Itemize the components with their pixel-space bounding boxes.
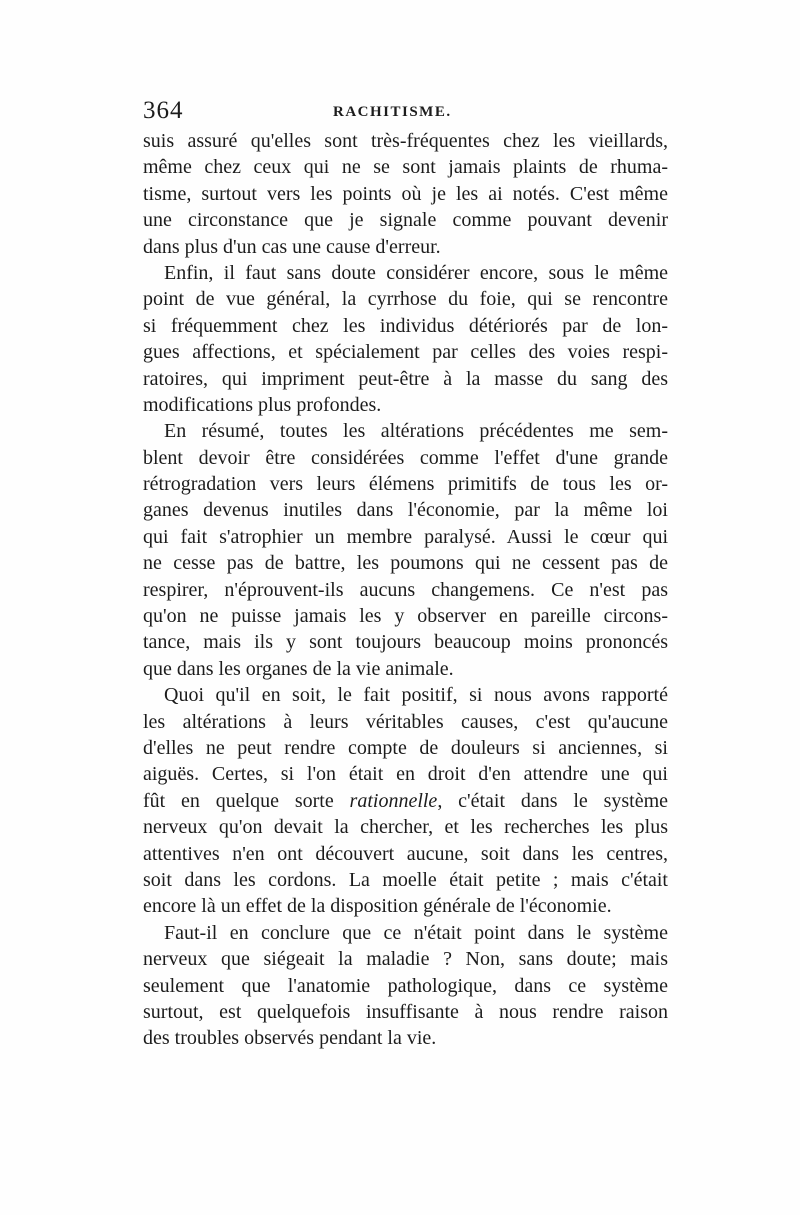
text-line: respirer, n'éprouvent-ils aucuns changemens. Ce n'est pas [143, 578, 668, 601]
text-line: Faut-il en conclure que ce n'était point dans le système [164, 921, 668, 944]
text-segment: fût en quelque sorte [143, 789, 350, 812]
text-line: gues affections, et spécialement par celles des voies respi- [143, 341, 668, 364]
text-line: que dans les organes de la vie animale. [143, 657, 454, 680]
running-title: RACHITISME. [333, 104, 452, 120]
text-line: surtout, est quelquefois insuffisante à nous rendre raison [143, 1000, 668, 1023]
text-line: ratoires, qui impriment peut-être à la masse du sang des [143, 367, 668, 390]
text-line: Enfin, il faut sans doute considérer encore, sous le même [164, 261, 668, 284]
text-line: tisme, surtout vers les points où je les ai notés. C'est même [143, 182, 668, 205]
text-line: Quoi qu'il en soit, le fait positif, si nous avons rapporté [164, 684, 668, 707]
text-line: suis assuré qu'elles sont très-fréquentes chez les vieillards, [143, 130, 668, 152]
page-number: 364 [143, 97, 184, 124]
text-line: les altérations à leurs véritables causes, c'est qu'aucune [143, 710, 668, 733]
text-line: même chez ceux qui ne se sont jamais plaints de rhuma- [143, 156, 668, 179]
text-line: tance, mais ils y sont toujours beaucoup moins prononcés [143, 631, 668, 654]
running-head [143, 96, 663, 126]
text-line: une circonstance que je signale comme pouvant devenir [143, 209, 668, 232]
text-line: qu'on ne puisse jamais les y observer en pareille circons- [143, 605, 668, 628]
italic-word: rationnelle [349, 789, 438, 812]
text-line: encore là un effet de la disposition générale de l'économie. [143, 895, 612, 918]
text-line: nerveux qu'on devait la chercher, et les recherches les plus [143, 816, 668, 839]
text-line: qui fait s'atrophier un membre paralysé. Aussi le cœur qui [143, 525, 668, 548]
text-line [143, 788, 668, 814]
text-line: d'elles ne peut rendre compte de douleurs si anciennes, si [143, 736, 668, 759]
text-line: rétrogradation vers leurs élémens primitifs de tous les or- [143, 473, 668, 496]
text-line: attentives n'en ont découvert aucune, soit dans les centres, [143, 842, 668, 865]
text-line: soit dans les cordons. La moelle était petite ; mais c'était [143, 868, 668, 891]
text-line: point de vue général, la cyrrhose du foie, qui se rencontre [143, 288, 668, 311]
text-line: modifications plus profondes. [143, 393, 382, 416]
text-line: En résumé, toutes les altérations précédentes me sem- [164, 420, 668, 443]
text-line: ne cesse pas de battre, les poumons qui ne cessent pas de [143, 552, 668, 575]
text-line: si fréquemment chez les individus détériorés par de lon- [143, 314, 668, 337]
text-line: blent devoir être considérées comme l'effet d'une grande [143, 446, 668, 469]
text-line: aiguës. Certes, si l'on était en droit d'en attendre une qui [143, 763, 668, 786]
text-line: des troubles observés pendant la vie. [143, 1027, 437, 1050]
text-line: seulement que l'anatomie pathologique, dans ce système [143, 974, 668, 997]
text-segment: , c'était dans le système [437, 789, 669, 812]
text-line: nerveux que siégeait la maladie ? Non, sans doute; mais [143, 948, 668, 971]
text-line: ganes devenus inutiles dans l'économie, par la même loi [143, 499, 668, 522]
text-line: dans plus d'un cas une cause d'erreur. [143, 235, 441, 258]
body-text [143, 128, 668, 1052]
